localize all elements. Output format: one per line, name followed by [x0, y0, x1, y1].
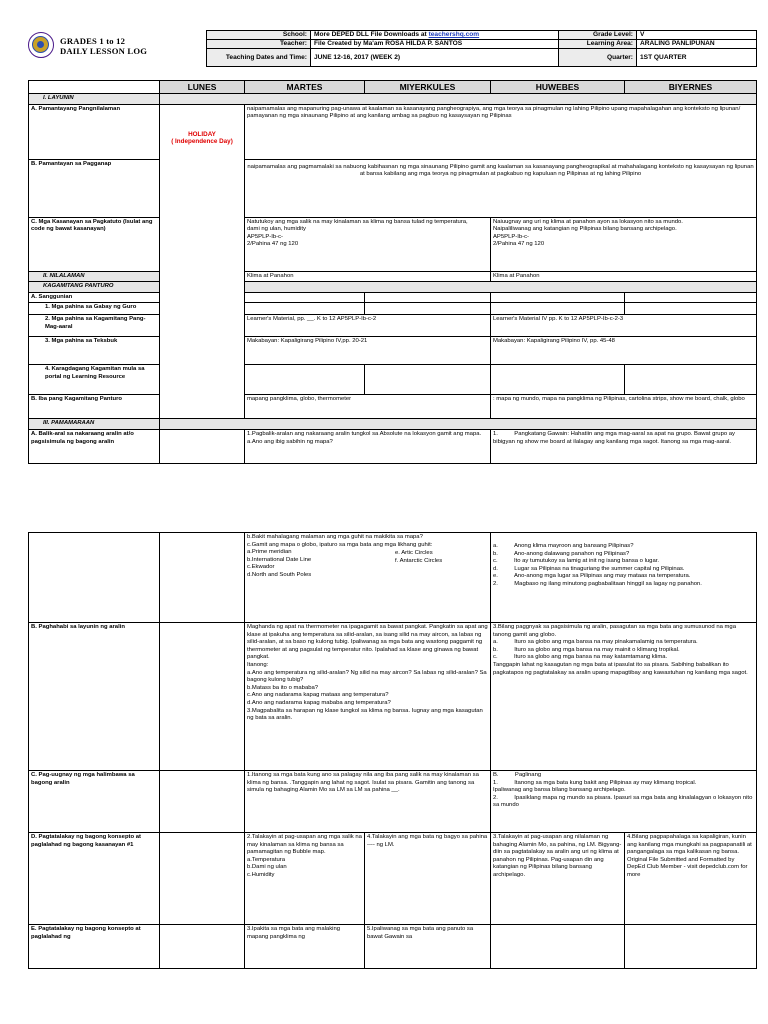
lunes-holiday-cell: [160, 104, 245, 419]
lesson-table-page-1: [28, 80, 757, 464]
quarter-value: 1ST QUARTER: [637, 49, 757, 67]
lesson-log-page-1: [0, 0, 768, 490]
row-label-teksbuk: 3. Mga pahina sa Teksbuk: [29, 337, 160, 365]
row-label-sanggunian: A. Sanggunian: [29, 292, 160, 303]
teksbuk-martes: Makabayan: Kapaligirang Pilipino IV,pp. 20-21: [245, 337, 491, 365]
learning-area-label: Learning Area:: [559, 40, 637, 49]
balik-aral-huwebes: 1. Pangkatang Gawain: Hahatiin ang mga mag-aaral sa apat na grupo. Bawat grupo ay bibigyan ng show me board at ilalagay ang kanilang mga sagot. Itanong sa mga mag-aaral.: [493, 430, 737, 445]
day-lunes: LUNES: [160, 81, 245, 94]
section-nilalaman: II. NILALAMAN: [29, 271, 160, 282]
deped-seal-icon: [28, 32, 54, 58]
paghahabi-martes: Maghanda ng apat na thermometer na ipagagamit sa bawat pangkat. Pangkatin sa apat ang klase at ipakuha ang temperatura sa silid-aralan, sa isang silid na may aircon, sa labas ng silid-aralan, at sa baso ng kulong tubig. Ipaliwanag sa mga bata ang wastong paggamit ng thermometer at ang pagsulat ng temperatur nito. Ipalahad sa klase ang ginawa ng bawat pangkat. Itanong: a.Ano ang temperatura ng silid-aralan? Ng silid na may aircon? Sa labas ng silid-aralan? Sa bagong kulong tubig? b.Matass ba ito o mababa? c.Ano ang nadarama kapag mataas ang temperatura? d.Ano ang nadarama kapag mababa ang temperatura? 3.Magpabalita sa harapan ng klase tungkol sa klima ng bansa. Iugnay ang mga kasagutan ng bata sa aralin.: [247, 624, 488, 722]
day-miyerkules: MIYERKULES: [365, 81, 491, 94]
quarter-label: Quarter:: [559, 49, 637, 67]
row-label-pagtatalakay-2: E. Pagtatalakay ng bagong konsepto at paglalahad ng: [29, 925, 160, 969]
lesson-log-page-2: [0, 524, 768, 1024]
holiday-name: ( Independence Day): [171, 138, 233, 146]
row-label-paghahabi: B. Paghahabi sa layunin ng aralin: [29, 623, 160, 771]
pagtatalakay-1-martes: 2.Talakayin at pag-usapan ang mga salik na may kinalaman sa klima ng bansa sa pamamagitan ng Bubble map. a.Temperatura b.Dami ng ulan c.Humidity: [247, 834, 362, 878]
teksbuk-huwebes: Makabayan: Kapaligirang Pilipino IV, pp. 45-48: [491, 337, 757, 365]
row-label-pagtatalakay-1: D. Pagtatalakay ng bagong konsepto at paglalahad ng bagong kasanayan #1: [29, 833, 160, 925]
kagamitan-martes: Learner's Material, pp. __. K to 12 AP5PLP-Ib-c-2: [245, 315, 491, 337]
paghahabi-huwebes: 3.Bilang paggnyak sa pagsisimula ng aralin, pasagutan sa mga bata ang sumusunod na mga tanong gamit ang globo. a. Ituro sa globo ang mga bansa na may pinakamalamig na temperatura. b. Ituro sa globo ang mga bansa na may mainit o klimang tropikal. c. Ituro sa globo ang mga bansa na may katamtamang klima. Tanggapin lahat ng kasagutan ng mga bata at ipasulat ito sa pisara. Sabihing babalikan ito pagkatapos ng pagtatalakay sa aralin upang mapagtibay ang kawastuhan ng kanilang mga sagot.: [493, 624, 748, 676]
section-pamamaraan: III. PAMAMARAAN: [29, 419, 160, 430]
teacher-value: File Created by Ma'am ROSA HILDA P. SANTOS: [311, 40, 559, 49]
pagtatalakay-1-miyerkules: 4.Talakayin ang mga bata ng bagyo sa pahina ---- ng LM.: [365, 833, 491, 925]
header-info-table: [206, 30, 757, 67]
pagtatalakay-1-biyernes: 4.Bilang pagpapahalaga sa kapaligiran, kunin ang kanilang mga mungkahi sa pagpapanatili at pangangalaga sa mga kalikasan ng bansa. Original File Submitted and Formatted by DepEd Club Member - visit depedclub.com for more: [627, 834, 752, 878]
pagtatalakay-2-miyerkules: 5.Ipaliwanag sa mga bata ang panuto sa bawat Gawain sa: [365, 925, 491, 969]
nilalaman-martes: Klima at Panahon: [245, 271, 491, 282]
holiday-label: HOLIDAY: [188, 130, 216, 138]
row-label-gabay-guro: 1. Mga pahina sa Gabay ng Guro: [29, 303, 160, 315]
grade-level-label: Grade Level:: [559, 31, 637, 40]
pamantayan-sa-pagganap-text: naipamamalas ang pagmamalaki sa nabuong kabihasnan ng mga sinaunang Pilipino gamit ang kaalaman sa kasanayang pangheograpikal at mahahalagang konteksto ng kasaysayan ng lipunan at bansa kabilang ang mga teorya ng pinagmulan at pagkabuo ng kapuluan ng Pilipinas at ng lahing Pilipino: [245, 159, 757, 217]
row-label-pamantayang-pangnilalaman: A. Pamantayang Pangnilalaman: [29, 104, 160, 159]
grade-level-value: V: [637, 31, 757, 40]
dates-label: Teaching Dates and Time:: [207, 49, 311, 67]
balik-aral-martes-continued: [245, 533, 491, 623]
kasanayan-martes: Natutukoy ang mga salik na may kinalaman sa klima ng bansa tulad ng temperatura, dami ng ulan, humidity AP5PLP-Ib-c- 2/Pahina 47 ng 120: [247, 218, 468, 248]
section-kagamitan: KAGAMITANG PANTURO: [29, 282, 160, 293]
pag-uugnay-huwebes: B. Paglinang 1. Itanong sa mga bata kung bakit ang Pilipinas ay may klimang tropical. Ipaliwanag ang bansa bilang bansang archipelago. 2. Ipasiklang mapa ng mundo sa pisara. Ipasuri sa mga bata ang kinalalagyan o lokasyon nito sa mundo: [493, 772, 753, 809]
pagtatalakay-2-martes: 3.Ipakita sa mga bata ang malaking mapang pangklima ng: [245, 925, 365, 969]
row-label-balik-aral: A. Balik-aral sa nakaraang aralin at/o pagsisimula ng bagong aralin: [29, 429, 160, 463]
row-label-pamantayan-sa-pagganap: B. Pamantayan sa Pagganap: [29, 159, 160, 217]
iba-kagamitan-huwebes: : mapa ng mundo, mapa na pangklima ng Pilipinas, cartolina strips, show me board, chalk, globo: [491, 395, 757, 419]
kagamitan-huwebes: Learner's Material IV pp. K to 12 AP5PLP-Ib-c-2-3: [491, 315, 757, 337]
pamantayang-pangnilalaman-text: naipamamalas ang mapanuring pag-unawa at kaalaman sa kasanayang pangheograpiya, ang mga teorya sa pinagmulan ng lahing Pilipino upang mapahalagahan ang konteksto ng lipunan/ pamayanan ng mga sinaunang Pilipino at ang kanilang ambag sa pagbuo ng kasaysayan ng Pilipinas: [245, 104, 757, 159]
learning-area-value: ARALING PANLIPUNAN: [637, 40, 757, 49]
day-header-row: [29, 81, 757, 94]
cont-martes-col2: e. Artic Circles f. Antarctic Circles: [395, 550, 443, 564]
lesson-table-page-2: [28, 532, 757, 969]
row-label-karagdagang-kagamitan: 4. Karagdagang Kagamitan mula sa portal ng Learning Resource: [29, 365, 160, 395]
dates-value: JUNE 12-16, 2017 (WEEK 2): [311, 49, 559, 67]
teachershq-link[interactable]: teachershq.com: [428, 31, 480, 38]
page-gap: [0, 490, 768, 524]
day-huwebes: HUWEBES: [491, 81, 625, 94]
cont-martes-text: b.Bakit mahalagang malaman ang mga guhit na makikita sa mapa? c.Gamit ang mapa o globo, ipaturo sa mga bata ang mga likhang guhit: a.Prime meridian b.International Date Line c.Ekwador d.North and South Poles: [247, 534, 433, 578]
school-label: School:: [207, 31, 311, 40]
row-label-iba-pang-kagamitan: B. Iba pang Kagamitang Panturo: [29, 395, 160, 419]
kasanayan-huwebes: Naiuugnay ang uri ng klima at panahon ayon sa lokasyon nito sa mundo. Naipaliliwanag ang katangian ng Pilipinas bilang bansang archipelago. AP5PLP-Ib-c- 2/Pahina 47 ng 120: [493, 218, 683, 248]
day-biyernes: BIYERNES: [625, 81, 757, 94]
section-layunin: I. LAYUNIN: [29, 94, 160, 105]
day-martes: MARTES: [245, 81, 365, 94]
pag-uugnay-martes: 1.Itanong sa mga bata kung ano sa palagay nila ang iba pang salik na may kinalaman sa klima ng bansa. .Tanggapin ang lahat ng sagot. Isulat sa pisara. Gamitin ang tanong sa simula ng bahaging Alamin Mo sa LM sa LM sa pahina __.: [245, 771, 491, 833]
row-label-pag-uugnay: C. Pag-uugnay ng mga halimbawa sa bagong aralin: [29, 771, 160, 833]
cont-huwebes-text: a. Anong klima mayroon ang bansang Pilipinas? b. Ano-anong dalawang panahon ng Pilipinas? c. Ito ay tumutukoy sa lamig at init ng isang bansa o lugar. d. Lugar sa Pilipinas na tinaguriang the summer capital ng Pilipinas. e. Ano-anong mga lugar sa Pilipinas ang may mataas na temperatura. 2. Magbaso ng ilang minutong pagbabalitaan hinggil sa lagay ng panahon.: [493, 543, 702, 587]
nilalaman-huwebes: Klima at Panahon: [491, 271, 757, 282]
teacher-label: Teacher:: [207, 40, 311, 49]
school-value: More DEPED DLL File Downloads at teachershq.com: [311, 31, 559, 40]
row-label-kasanayan: C. Mga Kasanayan sa Pagkatuto (Isulat ang code ng bawat kasanayan): [29, 217, 160, 271]
balik-aral-martes: 1.Pagbalik-aralan ang nakaraang aralin tungkol sa Absolute na lokasyon gamit ang mapa. a.Ano ang ibig sabihin ng mapa?: [247, 430, 482, 445]
iba-kagamitan-martes: mapang pangklima, globo, thermometer: [245, 395, 491, 419]
log-title: GRADES 1 to 12 DAILY LESSON LOG: [60, 36, 148, 56]
pagtatalakay-1-huwebes: 3.Talakayin at pag-usapan ang nilalaman ng bahaging Alamin Mo, sa pahina, ng LM. Bigyang-diin sa pagtatalakay sa aralin ang uri ng klima at panahon ng Pilipinas. Pag-usapan din ang katangian ng Pilipinas bilang bansang archipelago.: [491, 833, 625, 925]
row-label-kagamitang-pang-mag-aaral: 2. Mga pahina sa Kagamitang Pang-Mag-aaral: [29, 315, 160, 337]
